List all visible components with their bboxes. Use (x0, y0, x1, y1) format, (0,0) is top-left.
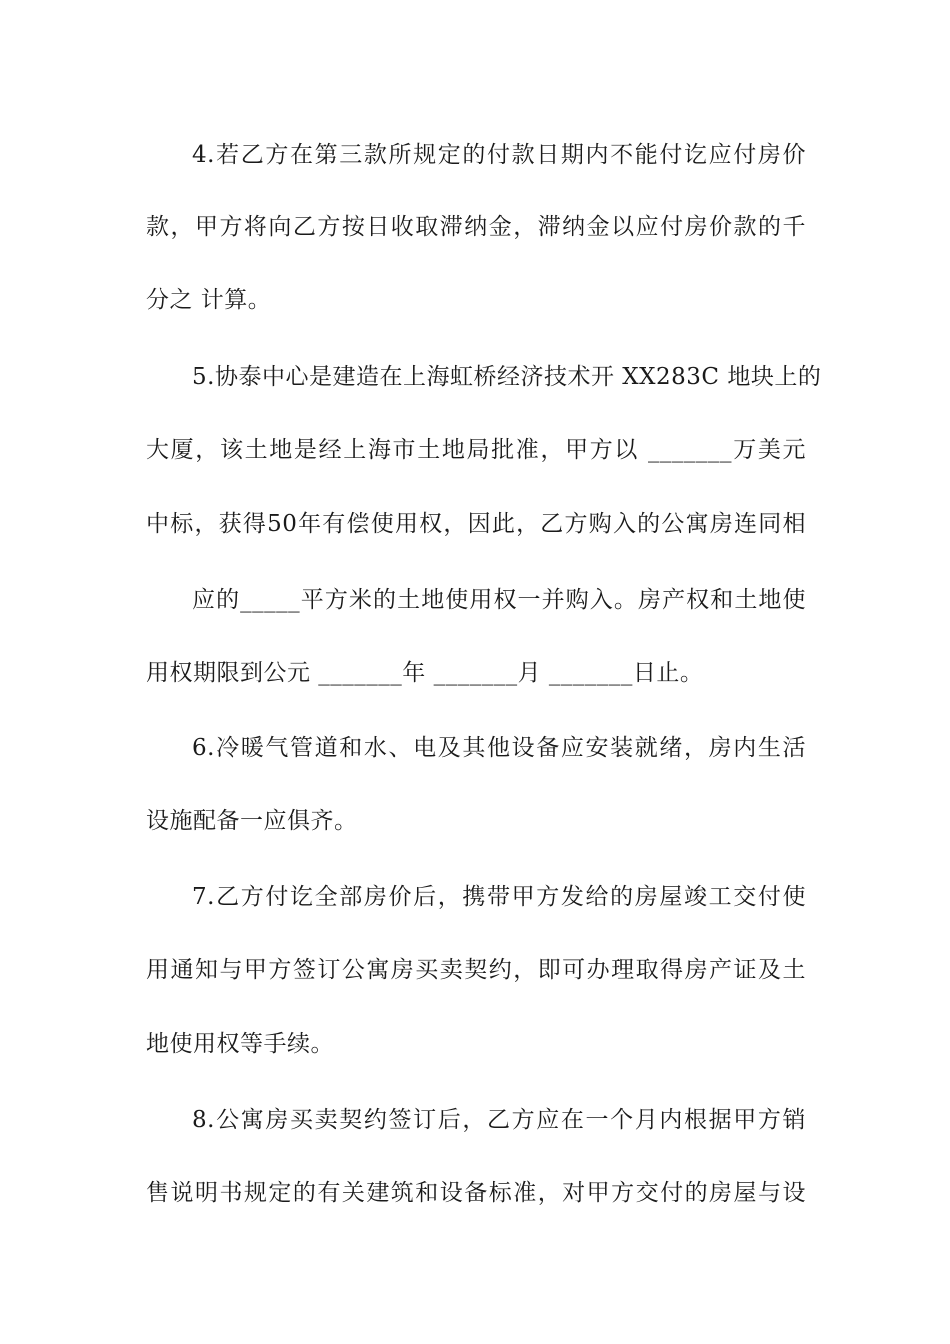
text-line-7: 应的_____平方米的土地使用权一并购入。房产权和土地使 (192, 587, 806, 613)
text-line-1: 4.若乙方在第三款所规定的付款日期内不能付讫应付房价 (192, 142, 806, 168)
text-line-15: 售说明书规定的有关建筑和设备标准，对甲方交付的房屋与设 (146, 1180, 806, 1206)
text-line-6: 中标，获得50年有偿使用权，因此，乙方购入的公寓房连同相 (146, 511, 806, 537)
text-line-13: 地使用权等手续。 (146, 1031, 334, 1057)
text-line-3: 分之 计算。 (146, 287, 272, 313)
text-line-11: 7.乙方付讫全部房价后，携带甲方发给的房屋竣工交付使 (192, 884, 806, 910)
text-line-2: 款，甲方将向乙方按日收取滞纳金，滞纳金以应付房价款的千 (146, 214, 806, 240)
text-line-4: 5.协泰中心是建造在上海虹桥经济技术开 XX283C 地块上的 (192, 364, 822, 390)
text-line-10: 设施配备一应俱齐。 (146, 808, 358, 834)
text-line-12: 用通知与甲方签订公寓房买卖契约，即可办理取得房产证及土 (146, 957, 806, 983)
text-line-9: 6.冷暖气管道和水、电及其他设备应安装就绪，房内生活 (192, 735, 806, 761)
text-line-14: 8.公寓房买卖契约签订后，乙方应在一个月内根据甲方销 (192, 1107, 806, 1133)
text-line-8: 用权期限到公元 _______年 _______月 _______日止。 (146, 660, 704, 686)
text-line-5: 大厦，该土地是经上海市土地局批准，甲方以 _______万美元 (146, 437, 806, 463)
